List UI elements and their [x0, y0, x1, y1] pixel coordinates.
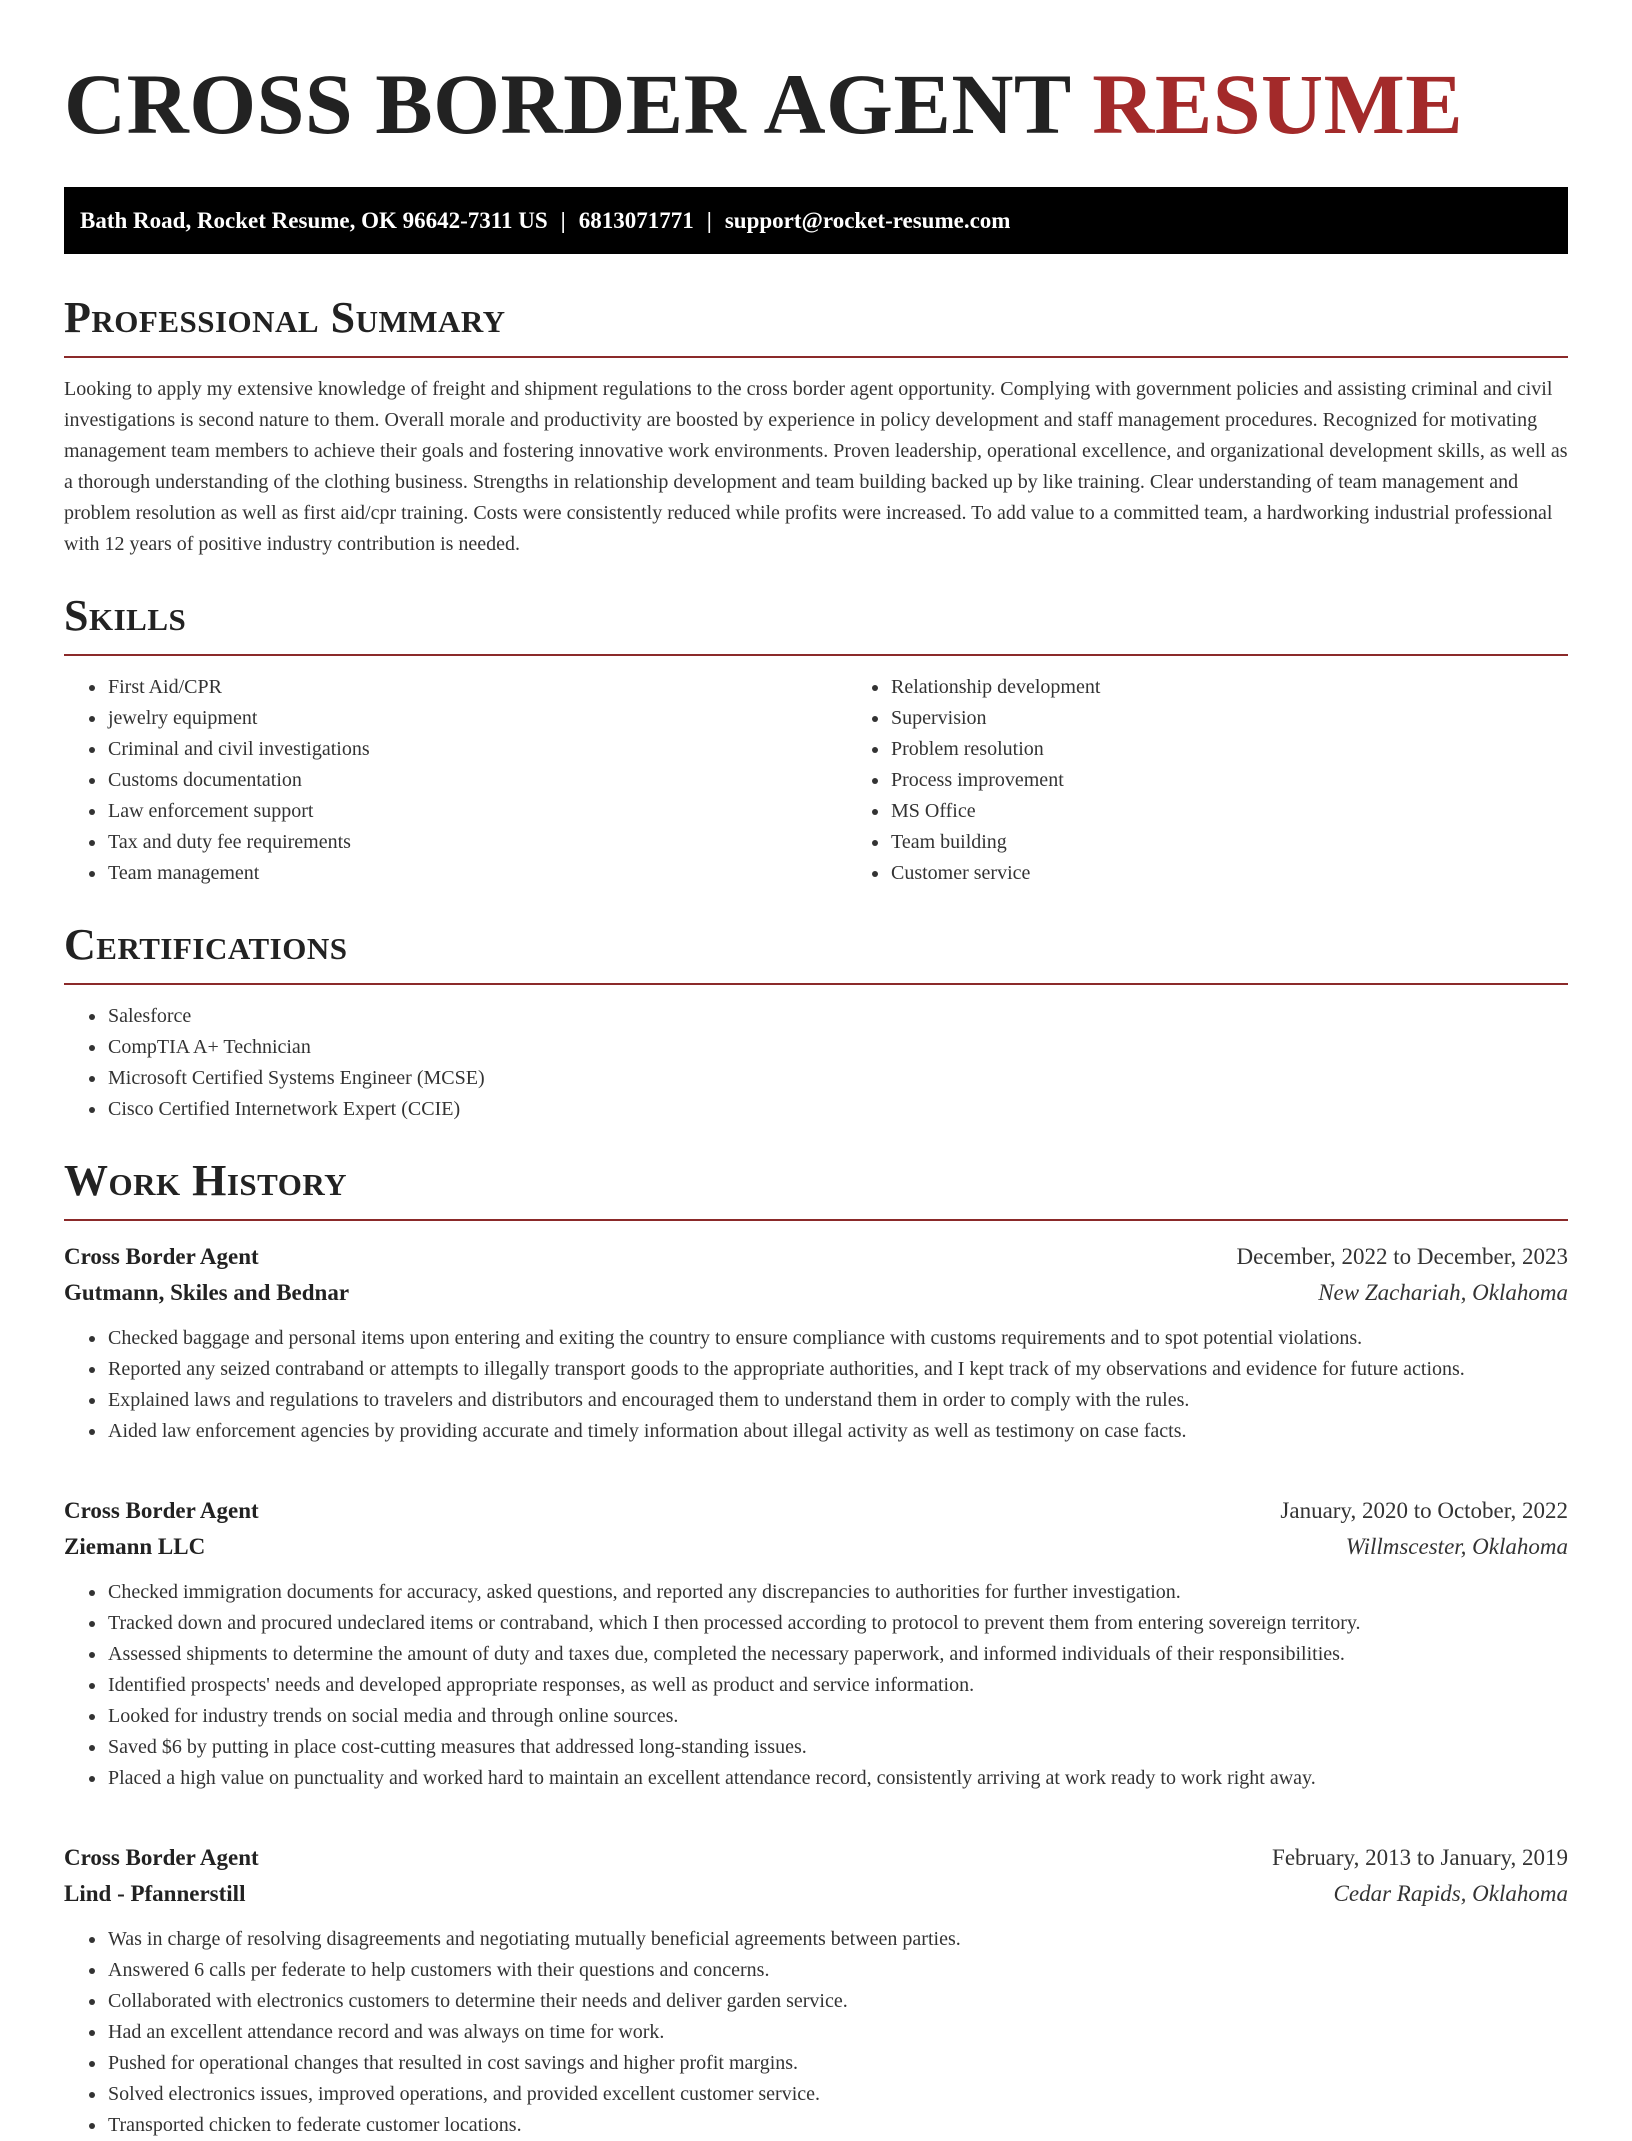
- certifications-list: [64, 1001, 1568, 1125]
- job-duty: • Reported any seized contraband or attempts to illegally transport goods to the appropriate authorities, and I kept track of my observations and evidence for future actions.: [107, 1354, 1568, 1385]
- skill-item: • First Aid/CPR: [107, 672, 847, 703]
- contact-separator: |: [560, 208, 566, 233]
- resume-title: [64, 56, 1568, 152]
- contact-bar: [64, 187, 1568, 254]
- job-company: Lind - Pfannerstill: [64, 1881, 246, 1906]
- title-main: CROSS BORDER AGENT: [64, 56, 1071, 152]
- contact-email[interactable]: support@rocket-resume.com: [724, 208, 1011, 233]
- certifications-heading: Certifications: [64, 920, 348, 969]
- job-duties-list: [64, 1577, 1568, 1794]
- contact-separator: |: [706, 208, 712, 233]
- job-duty: • Checked baggage and personal items upon entering and exiting the country to ensure compliance with customs requirements and to spot potential violations.: [107, 1323, 1568, 1354]
- skills-columns: [64, 672, 1568, 889]
- job-title: Cross Border Agent: [64, 1244, 259, 1269]
- job-company-row: [64, 1529, 1568, 1565]
- job-duty: • Looked for industry trends on social media and through online sources.: [107, 1701, 1568, 1732]
- job-company-row: [64, 1275, 1568, 1311]
- skill-item: • MS Office: [890, 796, 1630, 827]
- skill-item: • Law enforcement support: [107, 796, 847, 827]
- job-header-row: [64, 1493, 1568, 1529]
- job-duty: • Tracked down and procured undeclared items or contraband, which I then processed according to protocol to prevent them from entering sovereign territory.: [107, 1608, 1568, 1639]
- job-duty: • Was in charge of resolving disagreements and negotiating mutually beneficial agreements between parties.: [107, 1924, 1568, 1955]
- job-duty: • Answered 6 calls per federate to help customers with their questions and concerns.: [107, 1955, 1568, 1986]
- skill-item: • jewelry equipment: [107, 703, 847, 734]
- job-entry: [64, 1239, 1568, 1447]
- contact-address: Bath Road, Rocket Resume, OK 96642-7311 US: [80, 208, 548, 233]
- summary-text: Looking to apply my extensive knowledge of freight and shipment regulations to the cross border agent opportunity. Complying with government policies and assisting criminal and civil investigations is second nature to them. Overall morale and productivity are boosted by experience in policy development and staff management procedures. Recognized for motivating management team members to achieve their goals and fostering innovative work environments. Proven leadership, operational excellence, and organizational development skills, as well as a thorough understanding of the clothing business. Strengths in relationship development and team building backed up by like training. Clear understanding of team management and problem resolution as well as first aid/cpr training. Costs were consistently reduced while profits were increased. To add value to a committed team, a hardworking industrial professional with 12 years of positive industry contribution is needed.: [64, 378, 1568, 555]
- job-duty: • Solved electronics issues, improved operations, and provided excellent customer service.: [107, 2079, 1568, 2110]
- summary-heading: Professional Summary: [64, 293, 506, 342]
- skill-item: • Customer service: [890, 858, 1630, 889]
- job-title: Cross Border Agent: [64, 1845, 259, 1870]
- job-duty: • Pushed for operational changes that resulted in cost savings and higher profit margins.: [107, 2048, 1568, 2079]
- skills-list-right: [847, 672, 1630, 889]
- job-company-row: [64, 1876, 1568, 1912]
- job-dates: February, 2013 to January, 2019: [1272, 1845, 1568, 1870]
- job-location: Willmscester, Oklahoma: [1345, 1534, 1568, 1559]
- skill-item: • Team building: [890, 827, 1630, 858]
- job-entry: [64, 1840, 1568, 2141]
- job-duties-list: [64, 1323, 1568, 1447]
- job-header-row: [64, 1239, 1568, 1275]
- title-accent: RESUME: [1092, 56, 1464, 152]
- work-history-heading: Work History: [64, 1156, 348, 1205]
- certification-item: • CompTIA A+ Technician: [107, 1032, 1568, 1063]
- job-duty: • Placed a high value on punctuality and worked hard to maintain an excellent attendance record, consistently arriving at work ready to work right away.: [107, 1763, 1568, 1794]
- contact-phone[interactable]: 6813071771: [578, 208, 694, 233]
- job-dates: December, 2022 to December, 2023: [1236, 1244, 1568, 1269]
- skill-item: • Problem resolution: [890, 734, 1630, 765]
- job-company: Ziemann LLC: [64, 1534, 206, 1559]
- job-duty: • Collaborated with electronics customers to determine their needs and deliver garden service.: [107, 1986, 1568, 2017]
- job-location: New Zachariah, Oklahoma: [1318, 1280, 1568, 1305]
- section-divider: [64, 983, 1568, 985]
- job-duty: • Aided law enforcement agencies by providing accurate and timely information about illegal activity as well as testimony on case facts.: [107, 1416, 1568, 1447]
- skill-item: • Criminal and civil investigations: [107, 734, 847, 765]
- section-divider: [64, 1219, 1568, 1221]
- skill-item: • Process improvement: [890, 765, 1630, 796]
- skill-item: • Relationship development: [890, 672, 1630, 703]
- skill-item: • Supervision: [890, 703, 1630, 734]
- certification-item: • Salesforce: [107, 1001, 1568, 1032]
- skill-item: • Team management: [107, 858, 847, 889]
- job-location: Cedar Rapids, Oklahoma: [1333, 1881, 1568, 1906]
- certification-item: • Microsoft Certified Systems Engineer (MCSE): [107, 1063, 1568, 1094]
- skills-heading: Skills: [64, 591, 187, 640]
- section-divider: [64, 356, 1568, 358]
- skill-item: • Customs documentation: [107, 765, 847, 796]
- skills-list-left: [64, 672, 847, 889]
- job-duty: • Identified prospects' needs and developed appropriate responses, as well as product and service information.: [107, 1670, 1568, 1701]
- job-dates: January, 2020 to October, 2022: [1280, 1498, 1568, 1523]
- job-duties-list: [64, 1924, 1568, 2141]
- job-duty: • Had an excellent attendance record and was always on time for work.: [107, 2017, 1568, 2048]
- job-duty: • Explained laws and regulations to travelers and distributors and encouraged them to understand them in order to comply with the rules.: [107, 1385, 1568, 1416]
- skill-item: • Tax and duty fee requirements: [107, 827, 847, 858]
- certification-item: • Cisco Certified Internetwork Expert (CCIE): [107, 1094, 1568, 1125]
- job-entry: [64, 1493, 1568, 1794]
- job-duty: • Transported chicken to federate customer locations.: [107, 2110, 1568, 2141]
- job-header-row: [64, 1840, 1568, 1876]
- job-duty: • Saved $6 by putting in place cost-cutting measures that addressed long-standing issues.: [107, 1732, 1568, 1763]
- job-title: Cross Border Agent: [64, 1498, 259, 1523]
- job-company: Gutmann, Skiles and Bednar: [64, 1280, 350, 1305]
- job-duty: • Assessed shipments to determine the amount of duty and taxes due, completed the necessary paperwork, and informed individuals of their responsibilities.: [107, 1639, 1568, 1670]
- job-duty: • Checked immigration documents for accuracy, asked questions, and reported any discrepancies to authorities for further investigation.: [107, 1577, 1568, 1608]
- section-divider: [64, 654, 1568, 656]
